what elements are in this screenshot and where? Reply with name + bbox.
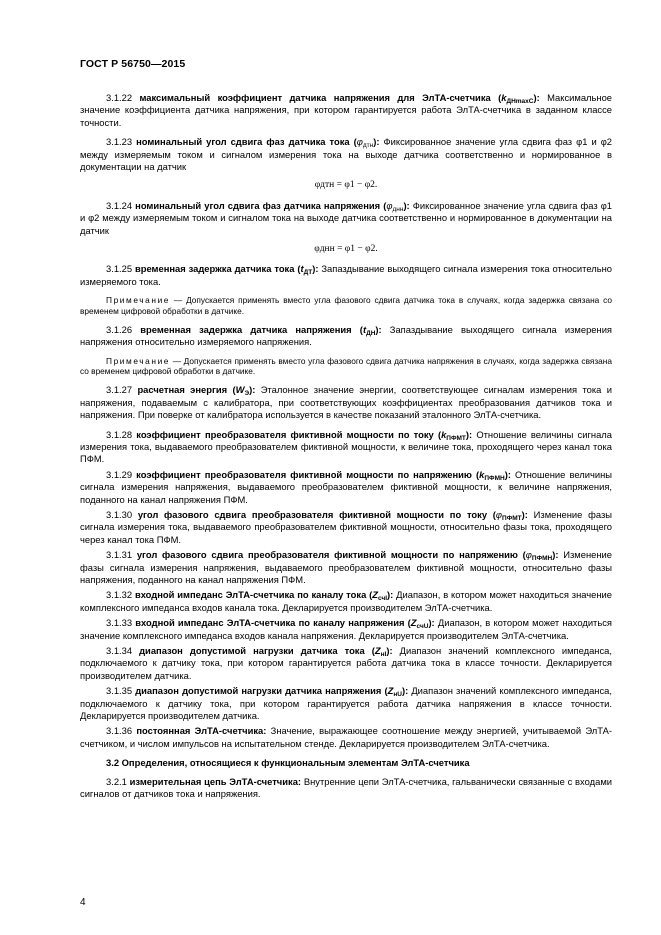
clause-3-1-29: 3.1.29 коэффициент преобразователя фиктивной мощности по напряжению $(k_{ПФМН})$: Отношение величины сигнала измерения напряжения, выдаваемого преобразователем фиктивной мощности, к величине напряжения, поданного на канал напряжения ПФМ. [80,468,612,505]
clause-3-1-32: 3.1.32 входной импеданс ЭлТА-счетчика по каналу тока $(Z_{счI})$: Диапазон, в котором может находиться значение комплексного импеданса входов канала тока. Декларируется производителем ЭлТА-счетчика. [80,589,613,613]
clause-3-2-1: 3.2.1 измерительная цепь ЭлТА-счетчика: Внутренние цепи ЭлТА-счетчика, гальванически связанные с входами сигналов от датчиков тока и напряжения. [80,775,612,800]
section-3-2-heading: 3.2 Определения, относящиеся к функциональным элементам ЭлТА-счетчика [106,757,470,769]
page-number: 4 [80,897,86,908]
clause-3-1-23: 3.1.23 номинальный угол сдвига фаз датчика тока $(\varphi_{дтн})$: Фиксированное значение угла сдвига фаз φ1 и φ2 между измеряемым током и сигналом измерения тока на выходе датчика соответственно и нормированное в документации на датчик [80,136,612,173]
clause-3-1-24: 3.1.24 номинальный угол сдвига фаз датчика напряжения $(\varphi_{днн})$: Фиксированное значение угла сдвига фаз φ1 и φ2 между измеряемым током и сигналом тока на выходе датчика соответственно и нормированное в документации на датчик [80,199,612,236]
clause-3-1-22: 3.1.22 максимальный коэффициент датчика напряжения для ЭлТА-счетчика $(k_{ДНmaxС})$: Максимальное значение коэффициента датчика напряжения, при котором гарантируется работа ЭлТА-счетчика в заданном классе точности. [80,92,612,128]
clause-3-1-30: 3.1.30 угол фазового сдвига преобразователя фиктивной мощности по току $(\varphi_{ПФМТ})$: Изменение фазы сигнала измерения тока, выдаваемого преобразователем фиктивной мощности, относительно фазы тока, проходящего через канал тока ПФМ. [80,508,612,545]
clause-3-1-26: 3.1.26 временная задержка датчика напряжения $(t_{ДН})$: Запаздывание выходящего сигнала измерения напряжения относительно измеряемого напряжения. [80,323,613,348]
clause-3-1-31: 3.1.31 угол фазового сдвига преобразователя фиктивной мощности по напряжению $(\varphi_{ПФМН})$: Изменение фазы сигнала измерения напряжения, выдаваемого преобразователем фиктивной мощности, относительно фазы напряжения, поданного на канал напряжения ПФМ. [80,549,612,585]
clause-3-1-28: 3.1.28 коэффициент преобразователя фиктивной мощности по току $(k_{ПФМТ})$: Отношение величины сигнала измерения тока, выдаваемого преобразователем фиктивной мощности, к величине тока, проходящего через канал тока ПФМ. [80,428,612,465]
clause-3-1-34: 3.1.34 диапазон допустимой нагрузки датчика тока $(Z_{нI})$: Диапазон значений комплексного импеданса, подключаемого к датчику тока, при котором гарантируется работа датчика тока в классе точности. Декларируется производителем датчика. [80,645,612,681]
formula-3-1-23: φдтн = φ1 − φ2. [314,180,378,191]
clause-3-1-36: 3.1.36 постоянная ЭлТА-счетчика: Значение, выражающее соотношение между энергией, учитываемой ЭлТА-счетчиком, и числом импульсов на испытательном стенде. Декларируется производителем ЭлТА-счетчика. [80,725,613,749]
note-3-1-25: Примечание — Допускается применять вместо угла фазового сдвига датчика тока в случаях, когда задержка связана со временем цифровой обработки в датчике. [80,295,612,317]
clause-3-1-35: 3.1.35 диапазон допустимой нагрузки датчика напряжения $(Z_{нU})$: Диапазон значений комплексного импеданса, подключаемого к датчику тока, при котором гарантируется работа датчика напряжения в классе точности. Декларируется производителем датчика. [80,685,612,722]
clause-3-1-33: 3.1.33 входной импеданс ЭлТА-счетчика по каналу напряжения $(Z_{счU})$: Диапазон, в котором может находиться значение комплексного импеданса входов канала напряжения. Декларируется производителем ЭлТА-счетчика. [80,617,613,641]
clause-3-1-25: 3.1.25 временная задержка датчика тока $(t_{ДТ})$: Запаздывание выходящего сигнала измерения тока относительно измеряемого тока. [80,263,612,287]
document-body [80,92,612,807]
clause-3-1-27: 3.1.27 расчетная энергия $(W_Э)$: Эталонное значение энергии, соответствующее сигналам измерения тока и напряжения, подаваемым с калибратора, при соответствующих коэффициентах преобразования датчиков тока и напряжения. При поверке от калибратора используется в качестве показаний эталонного ЭлТА-счетчика. [80,384,612,421]
formula-3-1-24: φднн = φ1 − φ2. [314,244,378,255]
note-3-1-26: Примечание — Допускается применять вместо угла фазового сдвига датчика напряжения в случаях, когда задержка связана со временем цифровой обработки в датчике. [80,355,612,377]
document-header: ГОСТ Р 56750—2015 [80,58,186,70]
